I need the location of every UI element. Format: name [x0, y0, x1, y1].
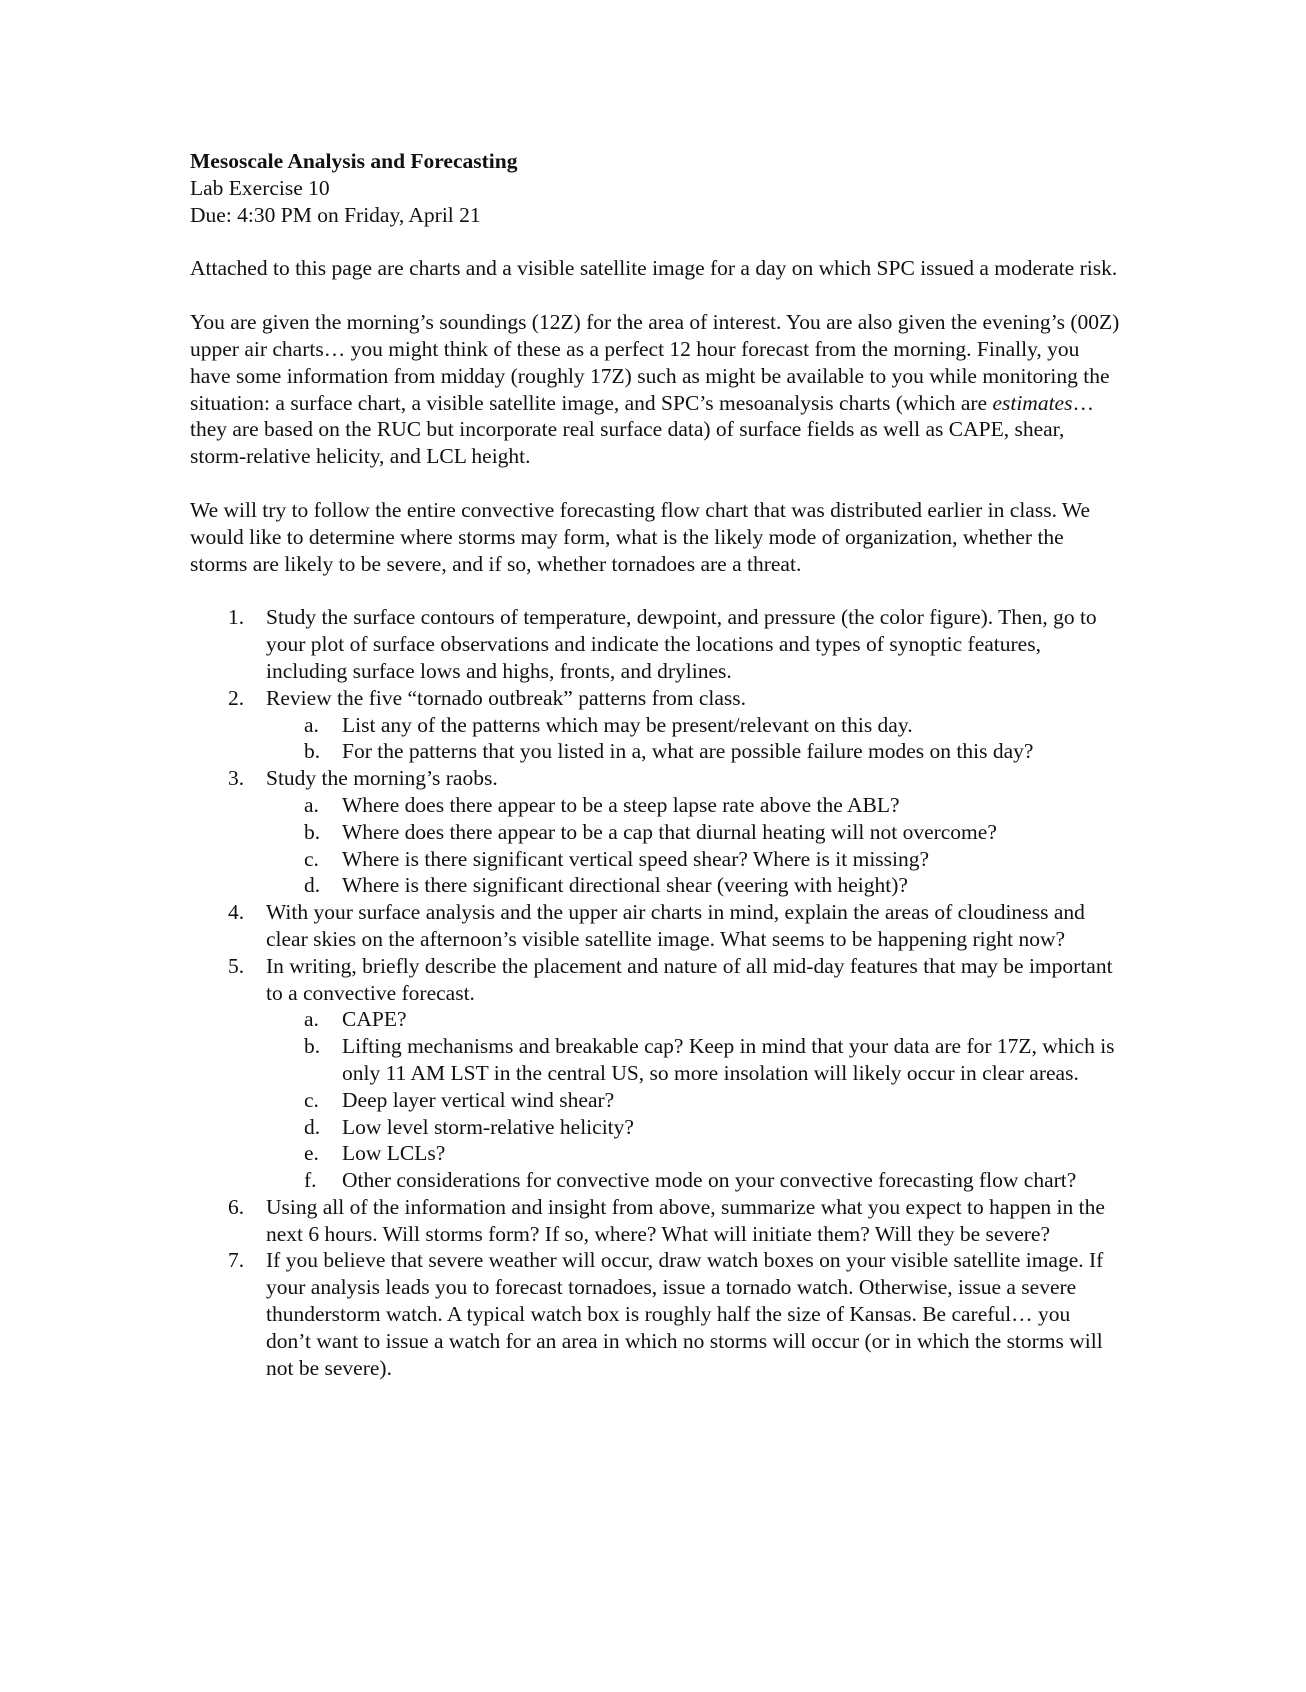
intro-paragraph-2-part-2: … they are based on the RUC but incorporate real surface data) of surface fields as well as CAPE, shear, storm-relative helicity, and LCL height. [190, 390, 1094, 469]
sub-question-label: e. [304, 1141, 319, 1166]
question-item [190, 604, 1120, 684]
sub-question-label: b. [304, 739, 321, 764]
question-item [190, 1194, 1120, 1248]
sub-question-list [266, 1006, 1120, 1194]
sub-question-label: b. [304, 819, 321, 844]
question-number: 2. [228, 685, 245, 710]
intro-paragraph-2 [190, 309, 1120, 470]
intro-paragraph-3: We will try to follow the entire convective forecasting flow chart that was distributed earlier in class. We would like to determine where storms may form, what is the likely mode of organization, whether the storms are likely to be severe, and if so, whether tornadoes are a threat. [190, 497, 1091, 576]
sub-question-label: a. [304, 712, 319, 737]
question-text: Study the surface contours of temperature, dewpoint, and pressure (the color figure). Then, go to your plot of surface observations and indicate the locations and types of synoptic features, including surface lows and highs, fronts, and drylines. [266, 605, 1097, 683]
question-item [190, 765, 1120, 899]
question-number: 1. [228, 605, 245, 630]
sub-question-text: List any of the patterns which may be present/relevant on this day. [342, 712, 913, 737]
question-number: 4. [228, 900, 245, 925]
question-number: 5. [228, 953, 245, 978]
sub-question-label: c. [304, 846, 319, 871]
sub-question-item [266, 792, 1120, 819]
sub-question-label: c. [304, 1087, 319, 1112]
question-list [190, 604, 1120, 1381]
sub-question-text: Where is there significant directional shear (veering with height)? [342, 873, 908, 898]
sub-question-item [266, 819, 1120, 846]
sub-question-text: Other considerations for convective mode on your convective forecasting flow chart? [342, 1168, 1077, 1193]
question-item [190, 685, 1120, 765]
question-item [190, 953, 1120, 1194]
sub-question-label: d. [304, 1114, 321, 1139]
sub-question-text: Lifting mechanisms and breakable cap? Keep in mind that your data are for 17Z, which is only 11 AM LST in the central US, so more insolation will likely occur in clear areas. [342, 1034, 1115, 1085]
question-text: Study the morning’s raobs. [266, 766, 498, 791]
sub-question-text: Where does there appear to be a steep lapse rate above the ABL? [342, 792, 900, 817]
document-page [190, 148, 1120, 1381]
document-title: Mesoscale Analysis and Forecasting [190, 149, 518, 173]
sub-question-text: Low level storm-relative helicity? [342, 1114, 634, 1139]
sub-question-item [266, 1033, 1120, 1087]
sub-question-text: CAPE? [342, 1007, 407, 1032]
sub-question-item [266, 872, 1120, 899]
sub-question-item [266, 846, 1120, 873]
sub-question-text: Deep layer vertical wind shear? [342, 1087, 615, 1112]
sub-question-item [266, 712, 1120, 739]
sub-question-list [266, 792, 1120, 899]
sub-question-item [266, 1167, 1120, 1194]
sub-question-label: b. [304, 1034, 321, 1059]
question-number: 7. [228, 1248, 245, 1273]
sub-question-list [266, 712, 1120, 766]
question-item [190, 899, 1120, 953]
question-number: 6. [228, 1194, 245, 1219]
lab-number: Lab Exercise 10 [190, 175, 330, 200]
sub-question-text: For the patterns that you listed in a, what are possible failure modes on this day? [342, 739, 1034, 764]
sub-question-label: d. [304, 873, 321, 898]
intro-paragraph-2-part-1: You are given the morning’s soundings (12Z) for the area of interest. You are also given the evening’s (00Z) upper air charts… you might think of these as a perfect 12 hour forecast from the morning. Finally, you have some information from midday (roughly 17Z) such as might be available to you while monitoring the situation: a surface chart, a visible satellite image, and SPC’s mesoanalysis charts (which are [190, 310, 1120, 415]
question-number: 3. [228, 766, 245, 791]
due-date: Due: 4:30 PM on Friday, April 21 [190, 202, 481, 227]
question-text: With your surface analysis and the upper air charts in mind, explain the areas of cloudiness and clear skies on the afternoon’s visible satellite image. What seems to be happening right now? [266, 900, 1085, 951]
intro-paragraph-1: Attached to this page are charts and a visible satellite image for a day on which SPC issued a moderate risk. [190, 256, 1118, 281]
sub-question-text: Low LCLs? [342, 1141, 446, 1166]
sub-question-item [266, 738, 1120, 765]
document-header [190, 148, 1120, 228]
question-text: If you believe that severe weather will occur, draw watch boxes on your visible satellite image. If your analysis leads you to forecast tornadoes, issue a tornado watch. Otherwise, issue a severe thunderstorm watch. A typical watch box is roughly half the size of Kansas. Be careful… you don’t want to issue a watch for an area in which no storms will occur (or in which the storms will not be severe). [266, 1248, 1104, 1380]
question-text: Review the five “tornado outbreak” patterns from class. [266, 685, 746, 710]
sub-question-item [266, 1006, 1120, 1033]
sub-question-item [266, 1087, 1120, 1114]
question-text: Using all of the information and insight from above, summarize what you expect to happen in the next 6 hours. Will storms form? If so, where? What will initiate them? Will they be severe? [266, 1194, 1105, 1246]
sub-question-label: a. [304, 792, 319, 817]
question-text: In writing, briefly describe the placement and nature of all mid-day features that may be important to a convective forecast. [266, 953, 1113, 1005]
sub-question-label: a. [304, 1007, 319, 1032]
sub-question-text: Where is there significant vertical speed shear? Where is it missing? [342, 846, 930, 871]
question-item [190, 1247, 1120, 1381]
sub-question-item [266, 1140, 1120, 1167]
sub-question-text: Where does there appear to be a cap that diurnal heating will not overcome? [342, 819, 997, 844]
sub-question-label: f. [304, 1168, 317, 1193]
sub-question-item [266, 1114, 1120, 1141]
intro-paragraph-2-emphasis: estimates [992, 390, 1073, 415]
